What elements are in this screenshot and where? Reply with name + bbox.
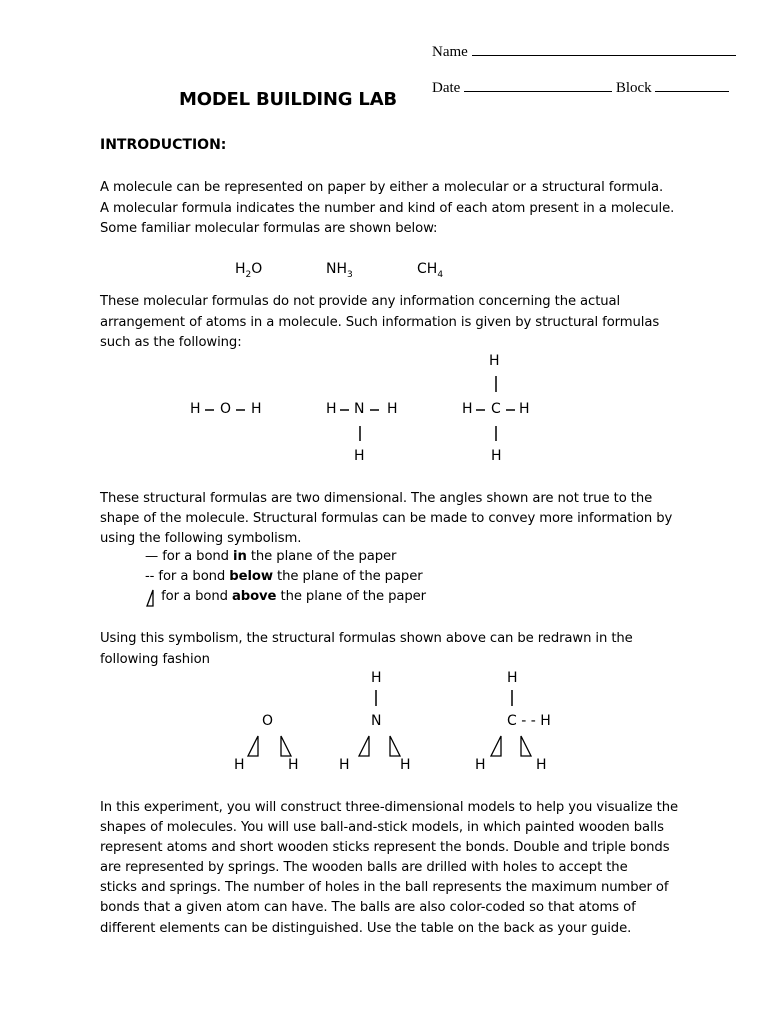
atom-h: H (400, 757, 411, 773)
date-label: Date (432, 80, 461, 96)
atom-h: H (326, 401, 337, 417)
block-label: Block (615, 80, 652, 96)
atom-n: N (371, 713, 382, 729)
text-line: such as the following: (100, 335, 242, 350)
wedge-bond (521, 736, 531, 756)
paragraph-experiment (100, 798, 678, 939)
symbol-dashed-bond: -- (145, 569, 155, 584)
wedge-bond (491, 736, 501, 756)
wedge-bond (147, 590, 153, 606)
formula-water: $H_2O$ (235, 261, 263, 280)
text-line: are represented by springs. The wooden balls are drilled with holes to accept the (100, 860, 628, 876)
atom-n: N (354, 401, 365, 417)
atom-h: H (475, 757, 486, 773)
text-line: These structural formulas are two dimensional. The angles shown are not true to the (100, 491, 653, 506)
atom-c: C (491, 401, 501, 417)
wedge-bond (390, 736, 400, 756)
text-line: These molecular formulas do not provide any information concerning the actual (100, 294, 621, 309)
atom-h: H (190, 401, 201, 417)
atom-h: H (339, 757, 350, 773)
text-line: arrangement of atoms in a molecule. Such information is given by structural formulas (100, 314, 660, 330)
page-title: MODEL BUILDING LAB (179, 89, 397, 110)
atom-h: H (519, 401, 530, 417)
text-line: Using this symbolism, the structural formulas shown above can be redrawn in the (100, 631, 633, 646)
text-line: bonds that a given atom can have. The balls are also color-coded so that atoms of (100, 900, 636, 916)
text-line: In this experiment, you will construct three-dimensional models to help you visualize the (100, 800, 678, 815)
formula-ammonia: $NH_3$ (326, 261, 353, 280)
atom-h: H (371, 670, 382, 686)
atom-h: H (234, 757, 245, 773)
atom-o: O (220, 401, 232, 417)
text-line: shapes of molecules. You will use ball-and-stick models, in which painted wooden balls (100, 820, 664, 836)
atom-h: H (354, 448, 365, 464)
legend-in-plane: — for a bond in the plane of the paper (145, 549, 397, 564)
atom-c-dashed-h: C - - H (507, 713, 551, 729)
atom-h: H (536, 757, 547, 773)
text-line: Some familiar molecular formulas are shown below: (100, 221, 438, 236)
text-line: represent atoms and short wooden sticks represent the bonds. Double and triple bonds (100, 840, 670, 856)
text-line: A molecular formula indicates the number and kind of each atom present in a molecule. (100, 200, 675, 216)
wedge-bond (281, 736, 291, 756)
text-line: different elements can be distinguished. Use the table on the back as your guide. (100, 920, 632, 936)
atom-h: H (387, 401, 398, 417)
atom-h: H (251, 401, 262, 417)
atom-h: H (491, 448, 502, 464)
legend-above-plane: for a bond above the plane of the paper (161, 589, 427, 604)
atom-h: H (288, 757, 299, 773)
name-label: Name (432, 44, 468, 60)
text-line: sticks and springs. The number of holes in the ball represents the maximum number of (100, 880, 669, 896)
legend-below-plane: -- for a bond below the plane of the paper (145, 569, 423, 584)
wedge-bond (248, 736, 258, 756)
text-line: following fashion (100, 651, 210, 667)
atom-h: H (462, 401, 473, 417)
formula-methane: $CH_4$ (417, 261, 444, 280)
text-line: shape of the molecule. Structural formulas can be made to convey more information by (100, 511, 673, 526)
text-line: A molecule can be represented on paper by either a molecular or a structural formula. (100, 180, 664, 195)
text-line: using the following symbolism. (100, 531, 302, 546)
symbol-solid-bond: — (145, 549, 159, 564)
intro-heading: INTRODUCTION: (100, 137, 227, 153)
atom-h: H (489, 353, 500, 369)
atom-h: H (507, 670, 518, 686)
atom-o: O (262, 713, 274, 729)
wedge-bond (359, 736, 369, 756)
